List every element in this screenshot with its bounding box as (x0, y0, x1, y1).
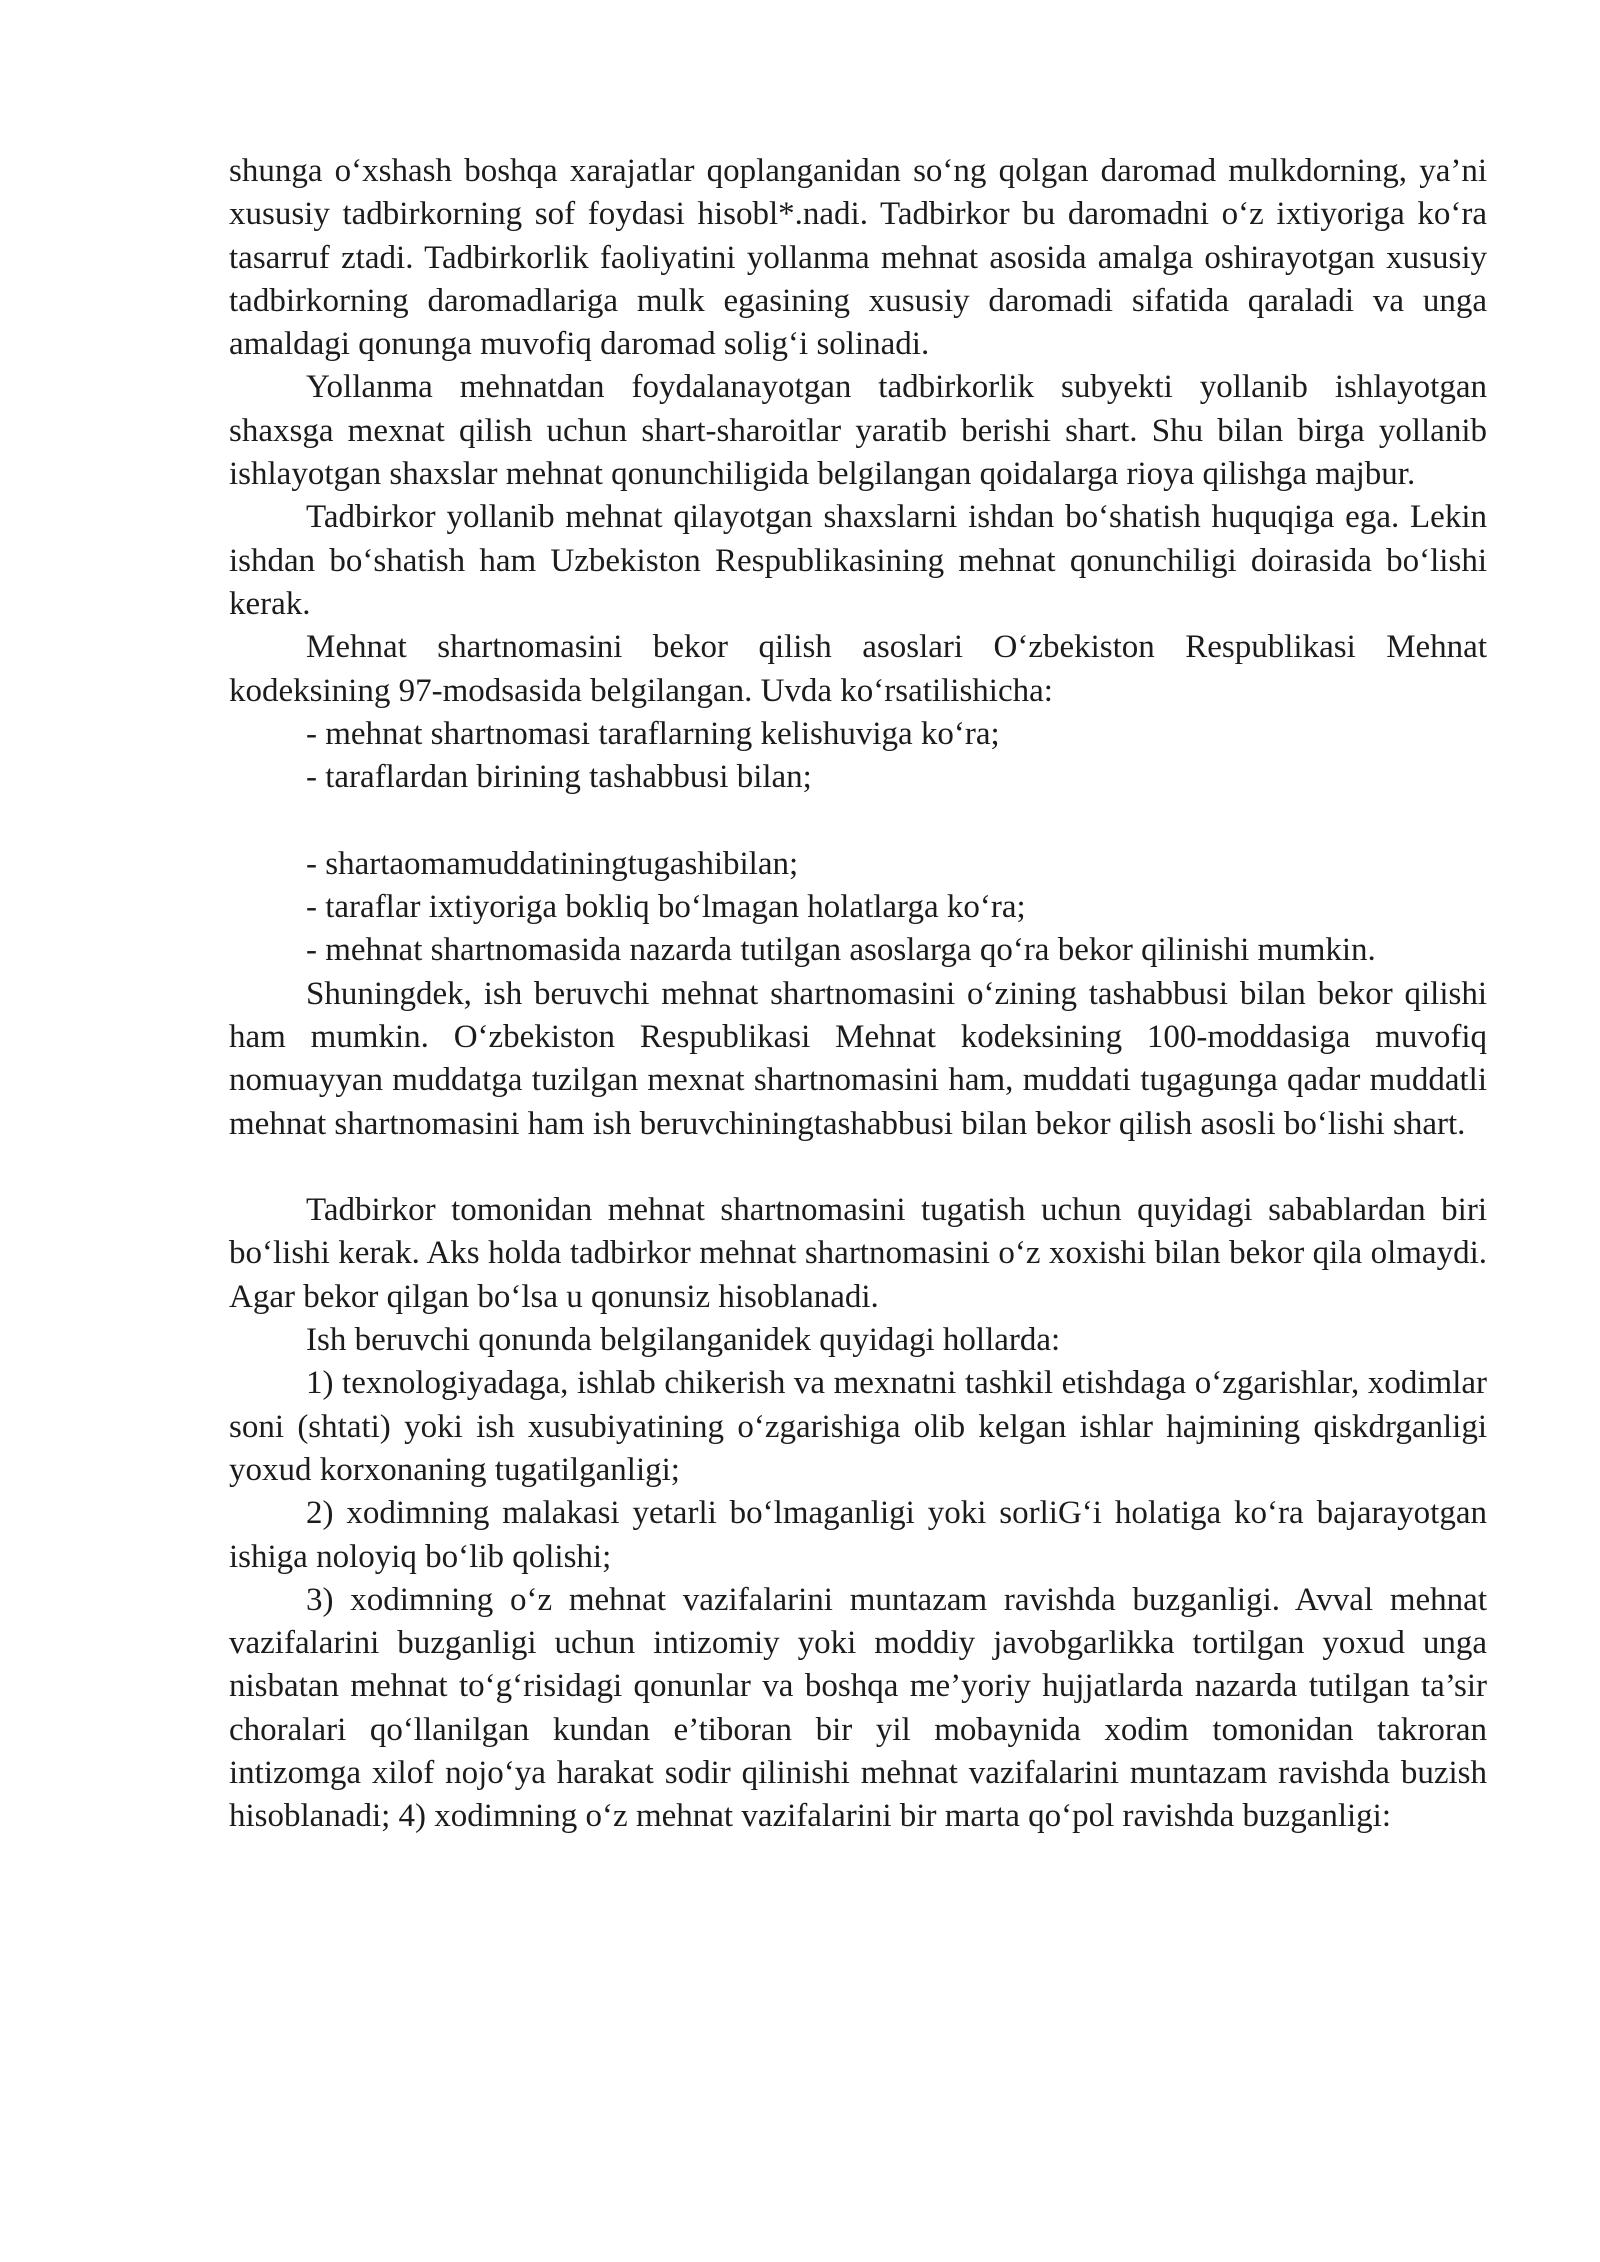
paragraph-3: Tadbirkor yollanib mehnat qilayotgan shaxslarni ishdan bo‘shatish huquqiga ega. Lekin ishdan bo‘shatish ham Uzbekiston Respublikasining mehnat qonunchiligi doirasida bo‘lishi kerak. (229, 499, 1487, 622)
blank-line (229, 1146, 1487, 1189)
list-item-2: - taraflardan birining tashabbusi bilan; (306, 759, 812, 796)
list-item-4: - taraflar ixtiyoriga bokliq bo‘lmagan holatlarga ko‘ra; (306, 889, 1026, 926)
numbered-item-2: 2) xodimning malakasi yetarli bo‘lmaganligi yoki sorliG‘i holatiga ko‘ra bajarayotgan ishiga noloyiq bo‘lib qolishi; (229, 1495, 1487, 1575)
list-item-5: - mehnat shartnomasida nazarda tutilgan asoslarga qo‘ra bekor qilinishi mumkin. (306, 932, 1376, 969)
numbered-item-1: 1) texnologiyadaga, ishlab chikerish va mexnatni tashkil etishdaga o‘zgarishlar, xodimlar soni (shtati) yoki ish xusubiyatining o‘zgarishiga olib kelgan ishlar hajmining qiskdrganligi yoxud korxonaning tugatilganligi; (229, 1365, 1487, 1488)
paragraph-4: Mehnat shartnomasini bekor qilish asoslari O‘zbekiston Respublikasi Mehnat kodeksining 97-modsasida belgilangan. Uvda ko‘rsatilishicha: (229, 629, 1487, 709)
numbered-item-3: 3) xodimning o‘z mehnat vazifalarini muntazam ravishda buzganligi. Avval mehnat vazifalarini buzganligi uchun intizomiy yoki moddiy javobgarlikka tortilgan yoxud unga nisbatan mehnat to‘g‘risidagi qonunlar va boshqa me’yoriy hujjatlarda nazarda tutilgan ta’sir choralari qo‘llanilgan kundan e’tiboran bir yil mobaynida xodim tomonidan takroran intizomga xilof nojo‘ya harakat sodir qilinishi mehnat vazifalarini muntazam ravishda buzish hisoblanadi; 4) xodimning o‘z mehnat vazifalarini bir marta qo‘pol ravishda buzganligi: (229, 1581, 1487, 1835)
list-item-1: - mehnat shartnomasi taraflarning kelishuviga ko‘ra; (306, 715, 1000, 752)
document-page (229, 150, 1487, 1839)
blank-line (229, 799, 1487, 842)
paragraph-1: shunga o‘xshash boshqa xarajatlar qoplanganidan so‘ng qolgan daromad mulkdorning, ya’ni xususiy tadbirkorning sof foydasi hisobl*.nadi. Tadbirkor bu daromadni o‘z ixtiyoriga ko‘ra tasarruf ztadi. Tadbirkorlik faoliyatini yollanma mehnat asosida amalga oshirayotgan xususiy tadbirkorning daromadlariga mulk egasining xususiy daromadi sifatida qaraladi va unga amaldagi qonunga muvofiq daromad solig‘i solinadi. (229, 153, 1487, 363)
paragraph-6: Tadbirkor tomonidan mehnat shartnomasini tugatish uchun quyidagi sabablardan biri bo‘lishi kerak. Aks holda tadbirkor mehnat shartnomasini o‘z xoxishi bilan bekor qila olmaydi. Agar bekor qilgan bo‘lsa u qonunsiz hisoblanadi. (229, 1192, 1487, 1315)
paragraph-5: Shuningdek, ish beruvchi mehnat shartnomasini o‘zining tashabbusi bilan bekor qilishi ham mumkin. O‘zbekiston Respublikasi Mehnat kodeksining 100-moddasiga muvofiq nomuayyan muddatga tuzilgan mexnat shartnomasini ham, muddati tugagunga qadar muddatli mehnat shartnomasini ham ish beruvchiningtashabbusi bilan bekor qilish asosli bo‘lishi shart. (229, 975, 1487, 1142)
paragraph-2: Yollanma mehnatdan foydalanayotgan tadbirkorlik subyekti yollanib ishlayotgan shaxsga mexnat qilish uchun shart-sharoitlar yaratib berishi shart. Shu bilan birga yollanib ishlayotgan shaxslar mehnat qonunchiligida belgilangan qoidalarga rioya qilishga majbur. (229, 369, 1487, 493)
paragraph-7: Ish beruvchi qonunda belgilanganidek quyidagi hollarda: (306, 1322, 1061, 1359)
list-item-3: - shartaomamuddatiningtugashibilan; (306, 845, 799, 882)
